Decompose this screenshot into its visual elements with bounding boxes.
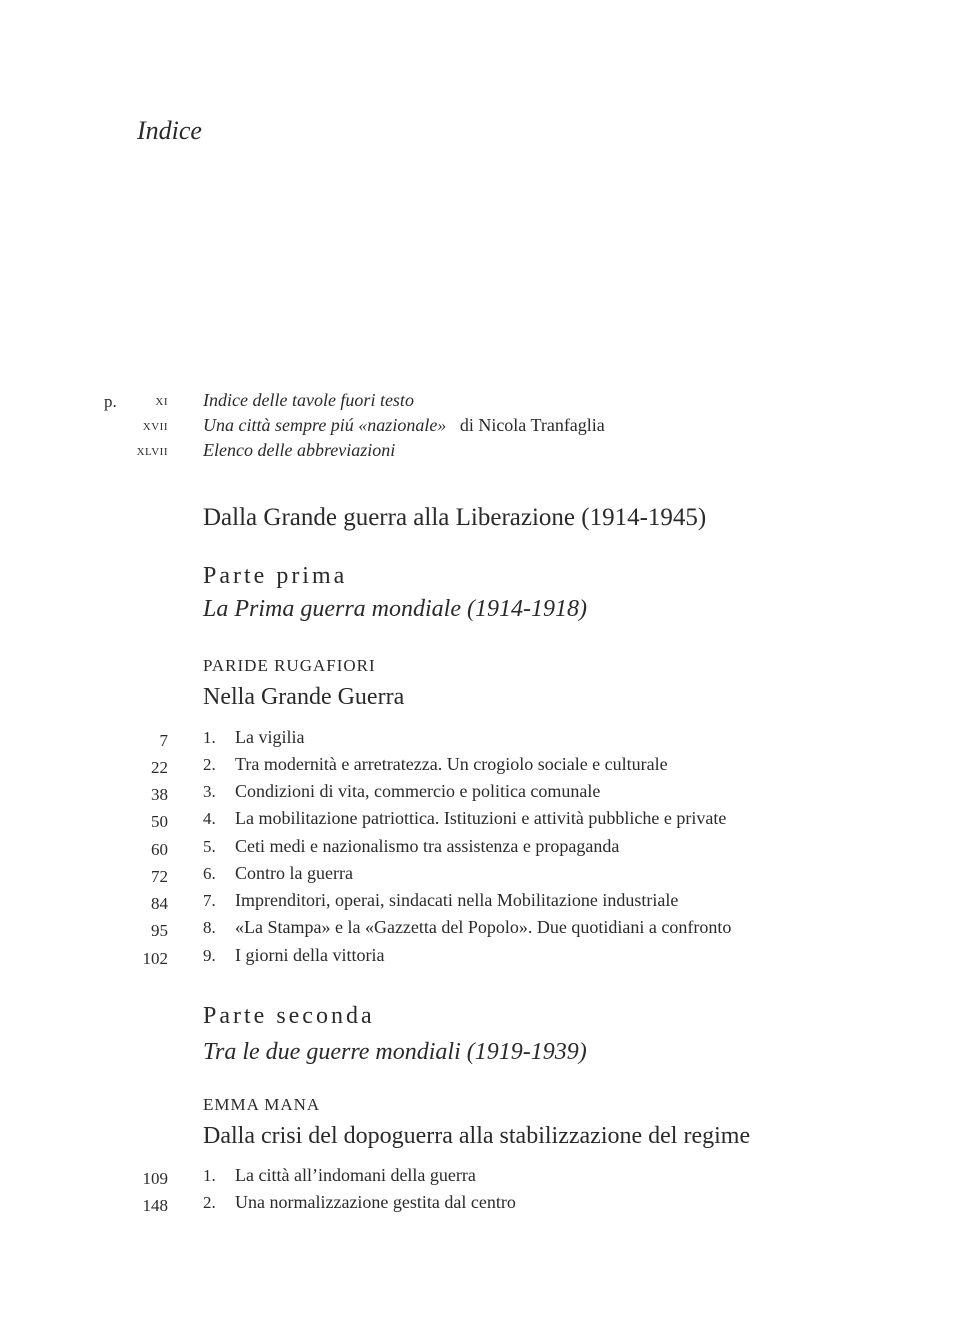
page-title: Indice xyxy=(137,116,202,145)
section-entry[interactable] xyxy=(203,781,600,802)
section-title: Ceti medi e nazionalismo tra assistenza e propaganda xyxy=(235,836,620,856)
section-page-number: 60 xyxy=(151,840,168,859)
section-page-number: 7 xyxy=(159,731,168,750)
section-title: La mobilitazione patriottica. Istituzioni e attività pubbliche e private xyxy=(235,808,727,828)
section-title: Imprenditori, operai, sindacati nella Mobilitazione industriale xyxy=(235,890,679,910)
section-number: 5. xyxy=(203,837,216,856)
section-page-number: 38 xyxy=(151,785,168,804)
section-title: La vigilia xyxy=(235,727,305,747)
part-label: Parte seconda xyxy=(203,1003,375,1029)
section-number: 9. xyxy=(203,946,216,965)
section-page-number: 72 xyxy=(151,867,168,886)
section-number: 2. xyxy=(203,755,216,774)
front-item-author: di Nicola Tranfaglia xyxy=(459,415,605,435)
section-entry[interactable] xyxy=(203,945,384,966)
section-title: I giorni della vittoria xyxy=(235,945,385,965)
section-number: 3. xyxy=(203,782,216,801)
section-entry[interactable] xyxy=(203,836,619,857)
section-title: La città all’indomani della guerra xyxy=(235,1165,476,1185)
section-entry[interactable] xyxy=(203,1192,516,1213)
front-item-title[interactable]: Indice delle tavole fuori testo xyxy=(203,390,414,410)
page-prefix-label: p. xyxy=(104,392,117,411)
section-number: 8. xyxy=(203,918,216,937)
part-label: Parte prima xyxy=(203,563,348,589)
section-entry[interactable] xyxy=(203,808,726,829)
section-title: Tra modernità e arretratezza. Un crogiolo sociale e culturale xyxy=(235,754,668,774)
section-title: Una normalizzazione gestita dal centro xyxy=(235,1192,516,1212)
section-entry[interactable] xyxy=(203,727,304,748)
section-page-number: 102 xyxy=(142,949,168,968)
chapter-author: EMMA MANA xyxy=(203,1095,321,1114)
section-page-number: 84 xyxy=(151,894,168,913)
front-page-number: xi xyxy=(155,393,168,409)
section-entry[interactable] xyxy=(203,863,353,884)
section-title: «La Stampa» e la «Gazzetta del Popolo». Due quotidiani a confronto xyxy=(235,917,732,937)
section-number: 4. xyxy=(203,809,216,828)
section-number: 1. xyxy=(203,1166,216,1185)
section-entry[interactable] xyxy=(203,890,678,911)
section-number: 7. xyxy=(203,891,216,910)
section-entry[interactable] xyxy=(203,1165,476,1186)
section-page-number: 22 xyxy=(151,758,168,777)
front-page-number: xlvii xyxy=(136,443,168,459)
section-number: 1. xyxy=(203,728,216,747)
section-page-number: 50 xyxy=(151,812,168,831)
part-subtitle: La Prima guerra mondiale (1914-1918) xyxy=(203,596,587,622)
section-title: Contro la guerra xyxy=(235,863,353,883)
chapter-title: Nella Grande Guerra xyxy=(203,684,405,710)
part-subtitle: Tra le due guerre mondiali (1919-1939) xyxy=(203,1039,587,1065)
section-page-number: 95 xyxy=(151,921,168,940)
section-title: Condizioni di vita, commercio e politica comunale xyxy=(235,781,601,801)
volume-title: Dalla Grande guerra alla Liberazione (1914-1945) xyxy=(203,504,707,531)
section-entry[interactable] xyxy=(203,754,668,775)
chapter-title: Dalla crisi del dopoguerra alla stabilizzazione del regime xyxy=(203,1123,751,1149)
chapter-author: PARIDE RUGAFIORI xyxy=(203,656,376,675)
section-number: 6. xyxy=(203,864,216,883)
front-item-title[interactable]: Elenco delle abbreviazioni xyxy=(203,440,396,460)
section-entry[interactable] xyxy=(203,917,731,938)
section-page-number: 109 xyxy=(142,1169,168,1188)
front-item[interactable] xyxy=(203,415,605,436)
section-page-number: 148 xyxy=(142,1196,168,1215)
front-page-number: xvii xyxy=(142,418,168,434)
front-item-title: Una città sempre piú «nazionale» xyxy=(203,415,447,435)
section-number: 2. xyxy=(203,1193,216,1212)
